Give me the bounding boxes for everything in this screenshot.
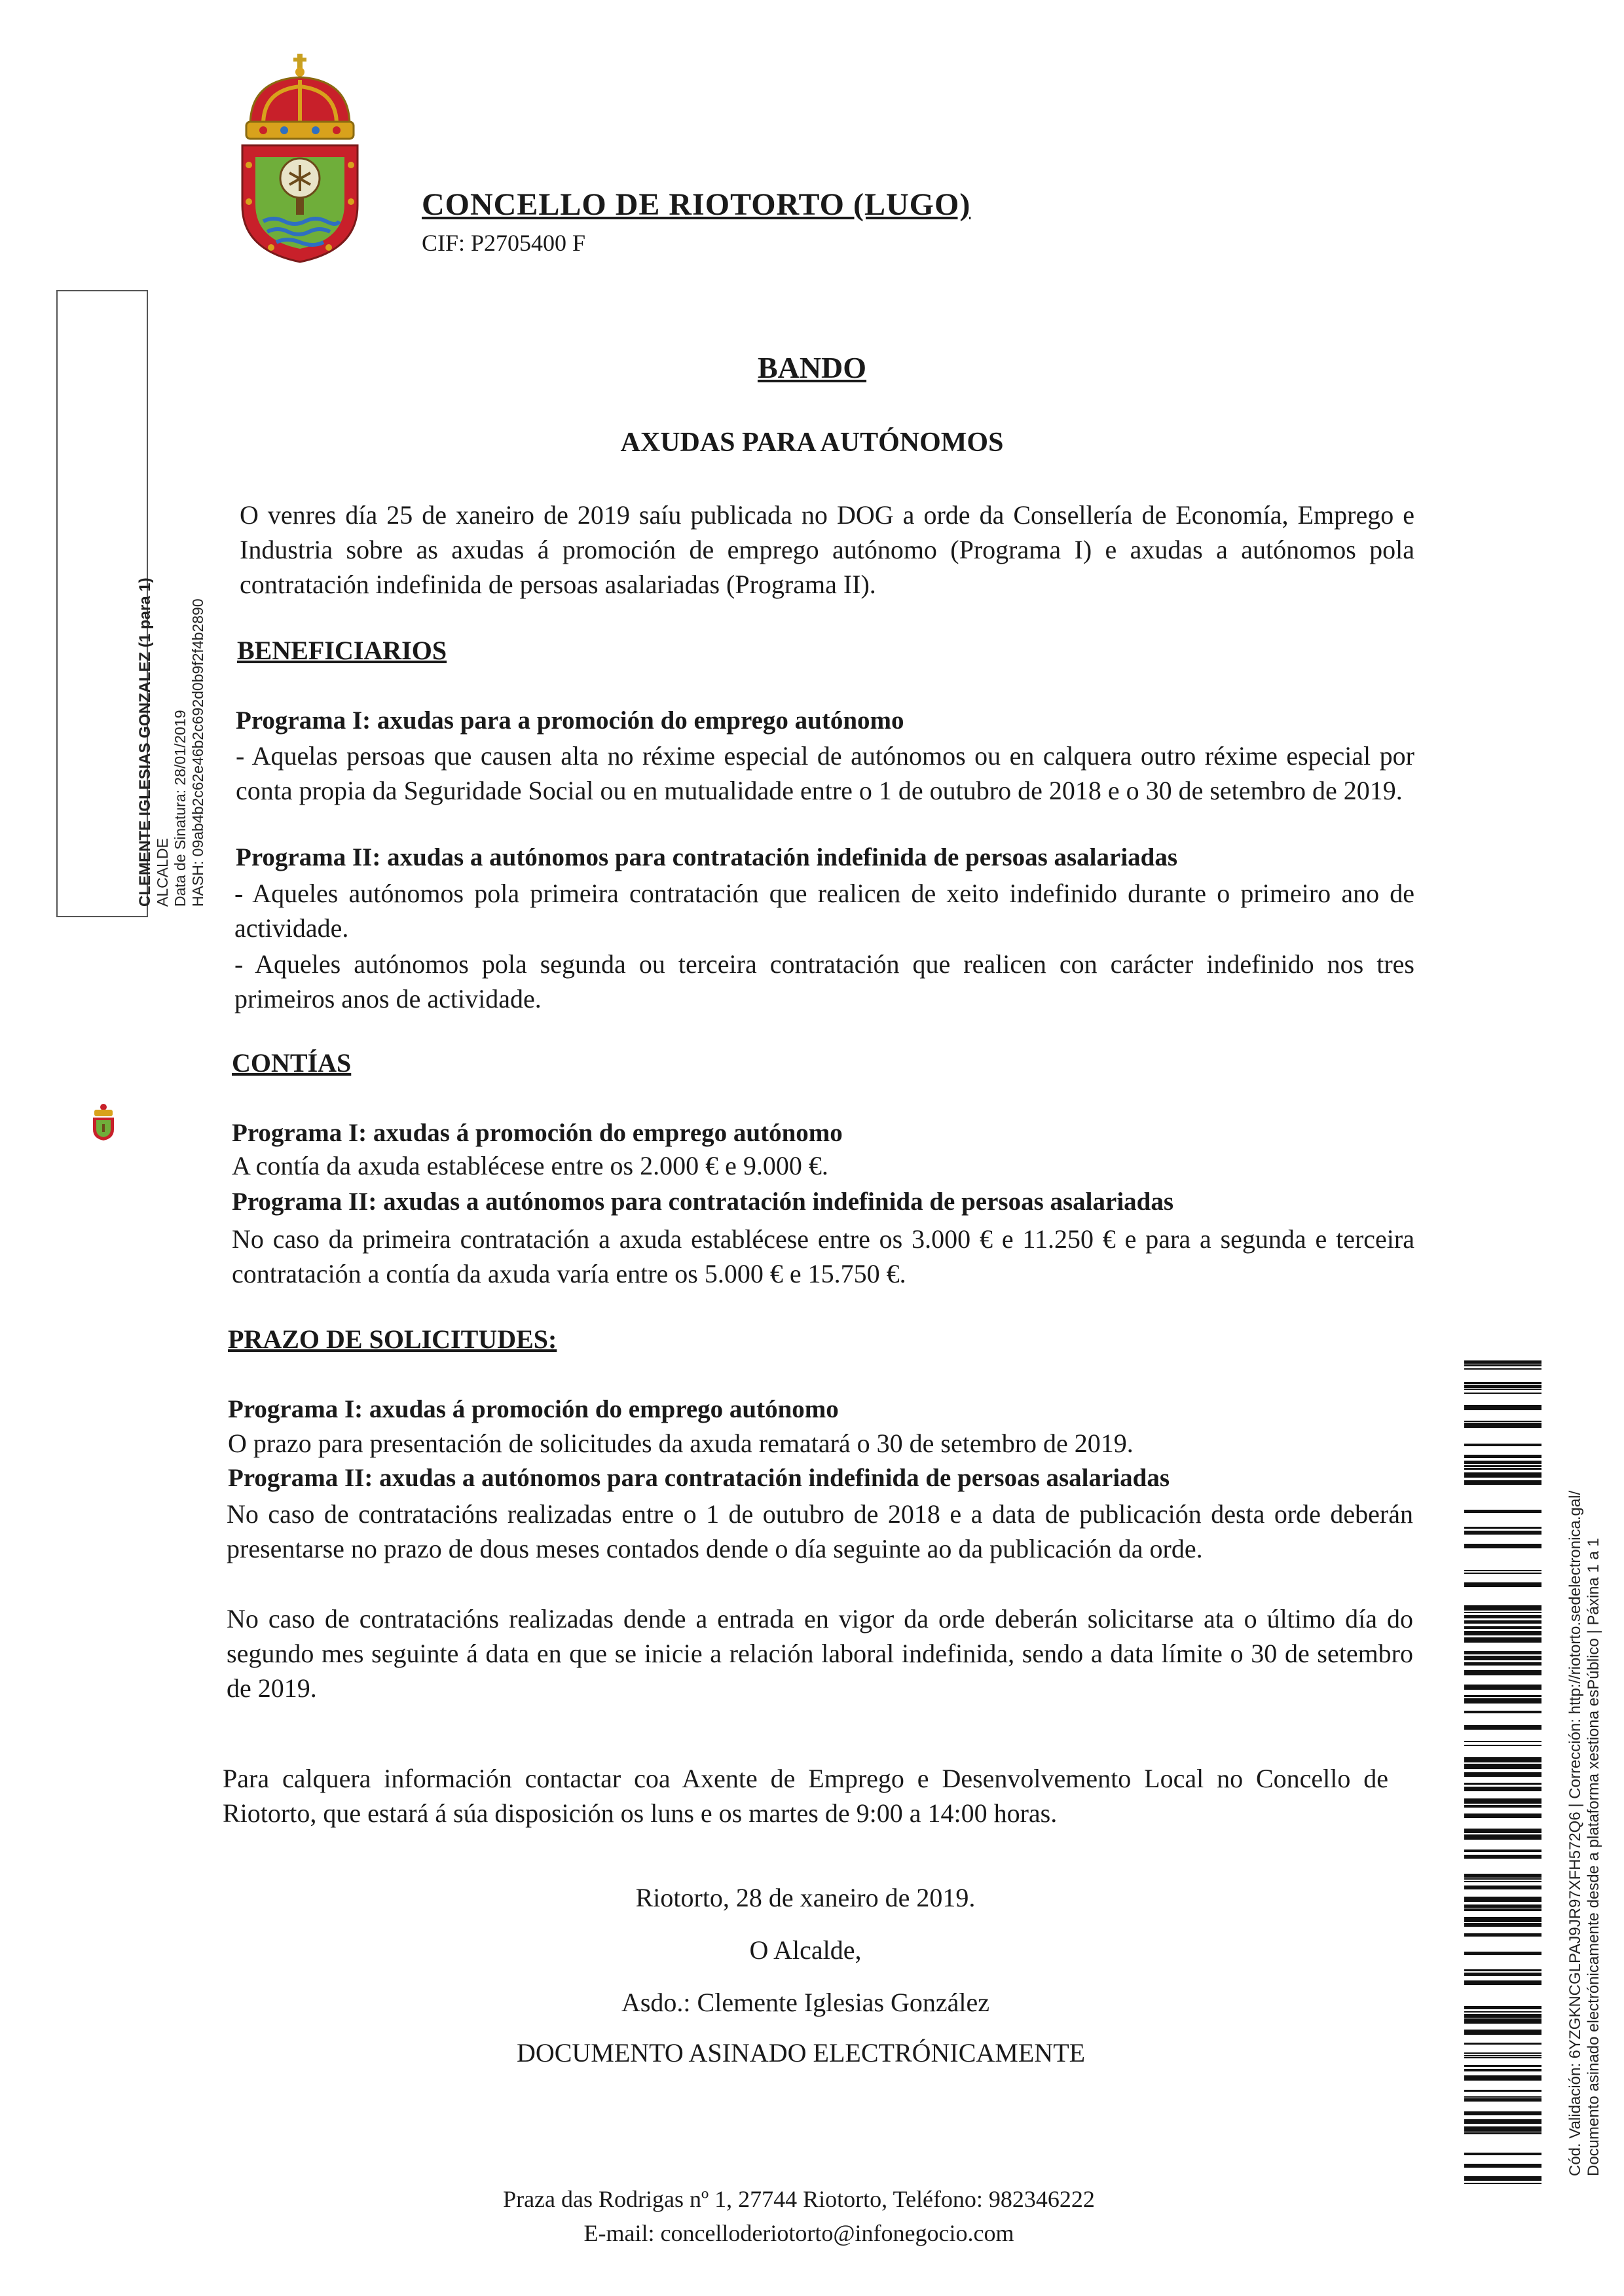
prazo-prog2-text2: No caso de contratacións realizadas dende a entrada en vigor da orde deberán solicitarse ata o último día do segundo mes seguinte á data en que se inicie a relación laboral indefinida, sendo a data límite o 30 de setembro de 2019.: [227, 1604, 1413, 1703]
validation-text: [1566, 1364, 1603, 2176]
prazo-prog2-title: Programa II: axudas a autónomos para contratación indefinida de persoas asalariadas: [228, 1464, 1170, 1492]
org-title: CONCELLO DE RIOTORTO (LUGO): [422, 187, 971, 222]
contact-paragraph: Para calquera información contactar coa Axente de Emprego e Desenvolvemento Local no Concello de Riotorto, que estará á súa disposición os luns e os martes de 9:00 a 14:00 horas.: [223, 1764, 1388, 1828]
validation-platform: Documento asinado electrónicamente desde a plataforma xestiona esPúblico | Páxina 1 a 1: [1585, 1538, 1602, 2176]
validation-barcode: [1464, 1360, 1541, 2184]
org-cif: CIF: P2705400 F: [422, 230, 586, 256]
contias-prog2-title: Programa II: axudas a autónomos para contratación indefinida de persoas asalariadas: [232, 1188, 1174, 1216]
stamp-date: Data de Sinatura: 28/01/2019: [172, 710, 189, 907]
signer-role: O Alcalde,: [749, 1935, 862, 1965]
beneficiarios-prog2-title: Programa II: axudas a autónomos para contratación indefinida de persoas asalariadas: [236, 843, 1178, 871]
place-date: Riotorto, 28 de xaneiro de 2019.: [635, 1883, 976, 1912]
beneficiarios-prog2-text2: - Aqueles autónomos pola segunda ou terceira contratación que realicen con carácter indefinido nos tres primeiros anos de actividade.: [234, 949, 1414, 1013]
beneficiarios-prog1-title: Programa I: axudas para a promoción do emprego autónomo: [236, 706, 904, 735]
prazo-prog1-title: Programa I: axudas á promoción do emprego autónomo: [228, 1395, 839, 1423]
stamp-text: [136, 383, 207, 907]
signer-name: Asdo.: Clemente Iglesias González: [621, 1988, 990, 2017]
stamp-signer: CLEMENTE IGLESIAS GONZALEZ (1 para 1): [136, 577, 154, 907]
prazo-prog1-text: O prazo para presentación de solicitudes da axuda rematará o 30 de setembro de 2019.: [228, 1429, 1134, 1458]
intro-paragraph: O venres día 25 de xaneiro de 2019 saíu publicada no DOG a orde da Consellería de Economía, Emprego e Industria sobre as axudas á promoción de emprego autónomo (Programa I) e axudas a autónomos pola contratación indefinida de persoas asalariadas (Programa II).: [240, 500, 1414, 599]
validation-code: Cód. Validación: 6YZGKNCGLPAJ9JR97XFH572Q6 | Corrección: http://riotorto.sedelectronica.gal/: [1566, 1490, 1584, 2176]
contias-prog1-text: A contía da axuda establécese entre os 2.000 € e 9.000 €.: [232, 1151, 828, 1180]
footer-email: E-mail: concelloderiotorto@infonegocio.com: [583, 2220, 1014, 2246]
prazo-prog2-text1: No caso de contratacións realizadas entre o 1 de outubro de 2018 e a data de publicación desta orde deberán presentarse no prazo de dous meses contados dende o día seguinte ao da publicación da orde.: [227, 1499, 1413, 1563]
stamp-role: ALCALDE: [154, 838, 171, 907]
document-subtitle: AXUDAS PARA AUTÓNOMOS: [620, 428, 1004, 458]
prazo-heading: PRAZO DE SOLICITUDES:: [228, 1324, 557, 1354]
stamp-coat-icon: [90, 1103, 117, 1141]
footer-address: Praza das Rodrigas nº 1, 27744 Riotorto, Teléfono: 982346222: [503, 2186, 1095, 2212]
beneficiarios-heading: BENEFICIARIOS: [237, 636, 447, 665]
document-title: BANDO: [757, 351, 867, 384]
beneficiarios-prog2-text1: - Aqueles autónomos pola primeira contratación que realicen de xeito indefinido durante o primeiro ano de actividade.: [234, 879, 1414, 943]
contias-prog1-title: Programa I: axudas á promoción do emprego autónomo: [232, 1119, 843, 1147]
contias-prog2-text: No caso da primeira contratación a axuda establécese entre os 3.000 € e 11.250 € e para a segunda e terceira contratación a contía da axuda varía entre os 5.000 € e 15.750 €.: [232, 1224, 1414, 1288]
stamp-hash: HASH: 09ab4b2c62e46b2c692d0b9f2f4b2890: [189, 598, 206, 907]
electronic-signature-note: DOCUMENTO ASINADO ELECTRÓNICAMENTE: [516, 2038, 1086, 2068]
coat-of-arms: [237, 54, 363, 263]
contias-heading: CONTÍAS: [232, 1048, 352, 1078]
beneficiarios-prog1-text: - Aquelas persoas que causen alta no réxime especial de autónomos ou en calquera outro réxime especial por conta propia da Seguridade Social ou en mutualidade entre o 1 de outubro de 2018 e o 30 de setembro de 2019.: [236, 741, 1414, 805]
